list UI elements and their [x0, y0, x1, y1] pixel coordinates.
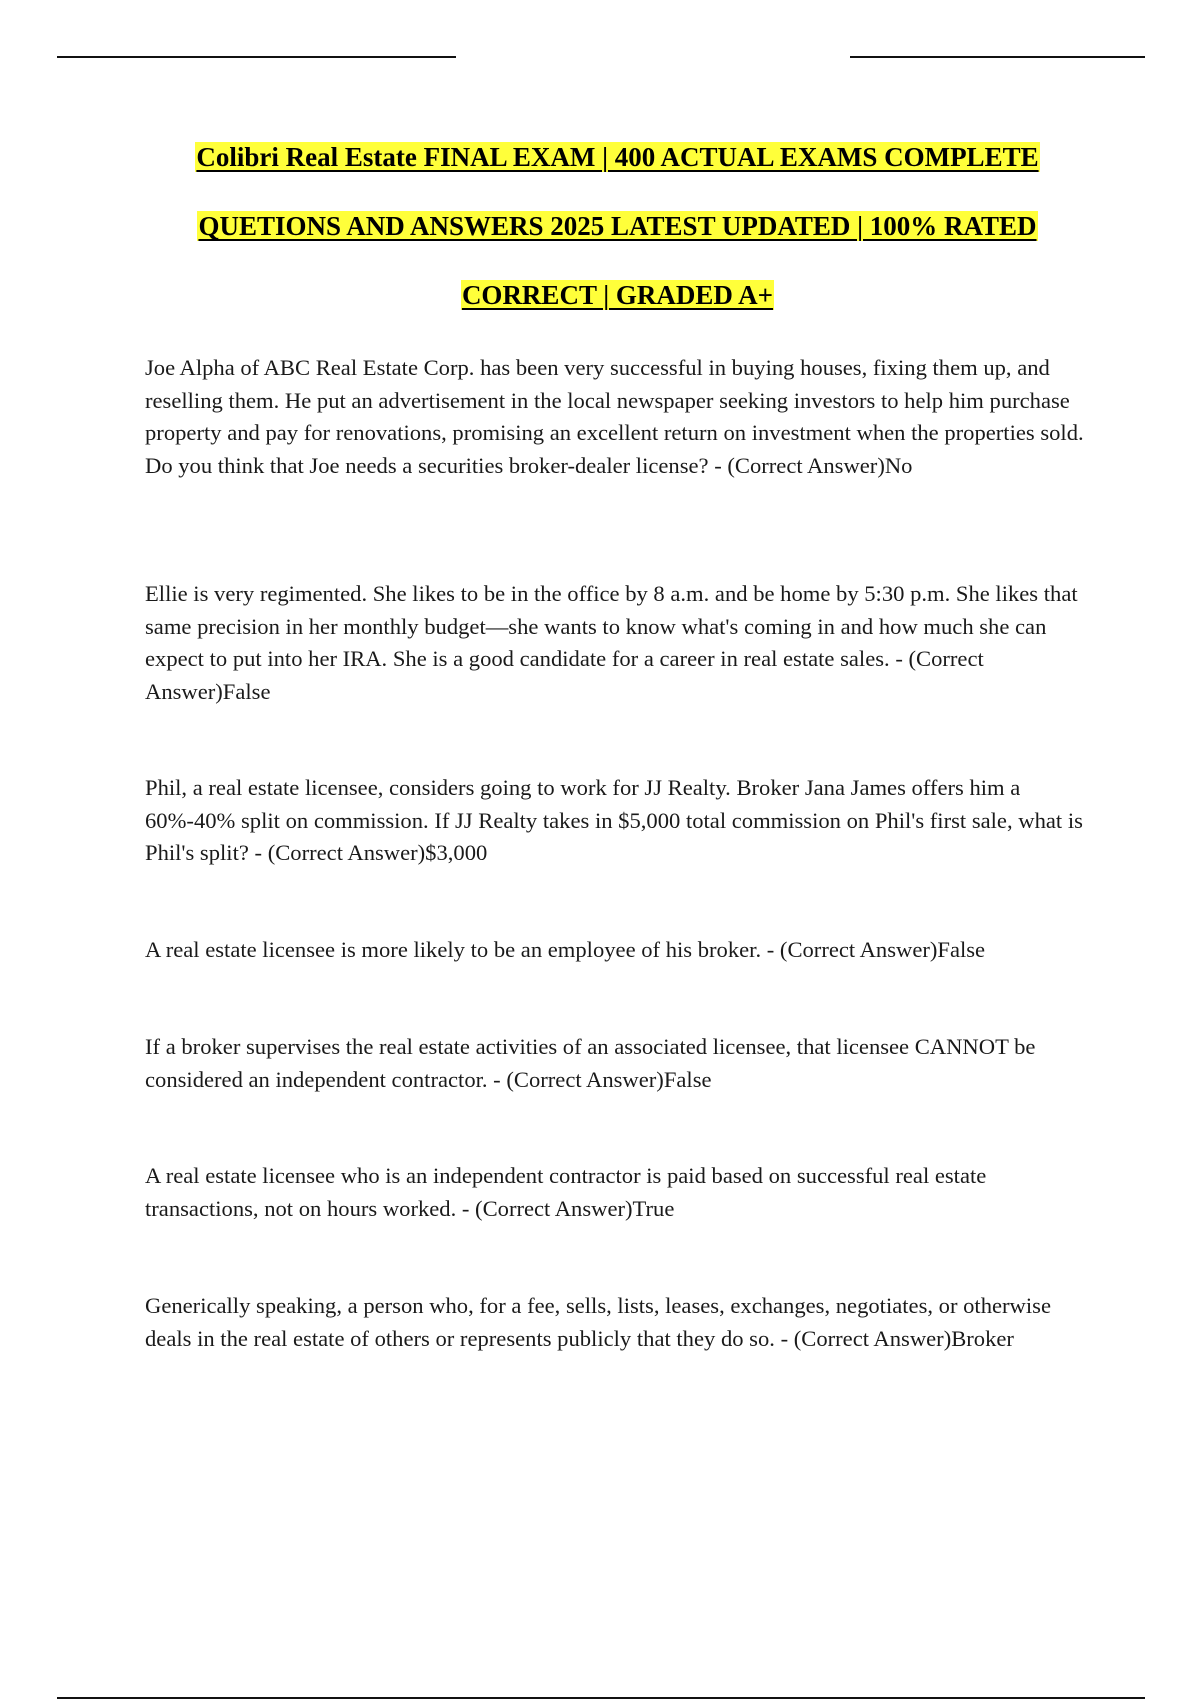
- document-title: [60, 140, 1175, 347]
- question-6: A real estate licensee who is an independent contractor is paid based on successful real estate transactions, not on hours worked. - (Correct Answer)True: [145, 1163, 987, 1221]
- question-2: Ellie is very regimented. She likes to be in the office by 8 a.m. and be home by 5:30 p.m. She likes that same precision in her monthly budget—she wants to know what's coming in and how much she can expect to put into her IRA. She is a good candidate for a career in real estate sales. - (Correct Answer)False: [145, 581, 1078, 704]
- header-rule-left: [57, 56, 456, 58]
- question-1: Joe Alpha of ABC Real Estate Corp. has been very successful in buying houses, fixing them up, and reselling them. He put an advertisement in the local newspaper seeking investors to help him purchase property and pay for renovations, promising an excellent return on investment when the properties sold. Do you think that Joe needs a securities broker-dealer license? - (Correct Answer)No: [145, 355, 1084, 478]
- title-line-2: QUETIONS AND ANSWERS 2025 LATEST UPDATED | 100% RATED: [198, 211, 1037, 241]
- question-7: Generically speaking, a person who, for a fee, sells, lists, leases, exchanges, negotiates, or otherwise deals in the real estate of others or represents publicly that they do so. - (Correct Answer)Broker: [145, 1293, 1051, 1351]
- title-line-3: CORRECT | GRADED A+: [461, 280, 774, 310]
- footer-rule: [57, 1697, 1145, 1699]
- question-3: Phil, a real estate licensee, considers going to work for JJ Realty. Broker Jana James offers him a 60%-40% split on commission. If JJ Realty takes in $5,000 total commission on Phil's first sale, what is Phil's split? - (Correct Answer)$3,000: [145, 775, 1083, 865]
- question-5: If a broker supervises the real estate activities of an associated licensee, that licensee CANNOT be considered an independent contractor. - (Correct Answer)False: [145, 1034, 1036, 1092]
- question-4: A real estate licensee is more likely to be an employee of his broker. - (Correct Answer)False: [145, 937, 986, 962]
- header-rule-right: [850, 56, 1145, 58]
- title-line-1: Colibri Real Estate FINAL EXAM | 400 ACTUAL EXAMS COMPLETE: [196, 142, 1039, 172]
